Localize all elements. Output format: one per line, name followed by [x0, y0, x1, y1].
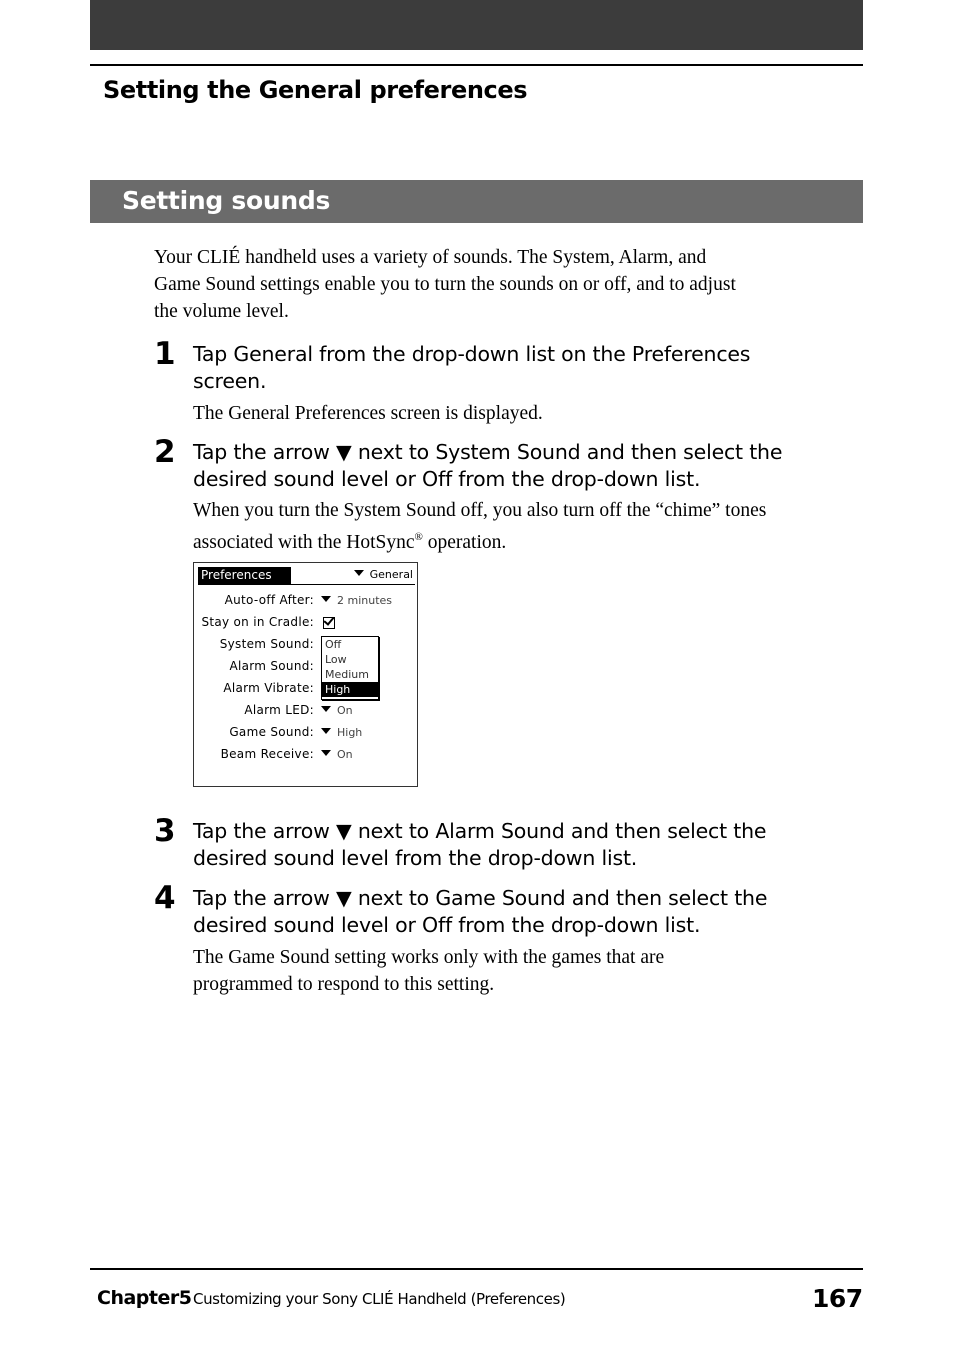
- step-line: screen.: [193, 369, 267, 393]
- picker-value: On: [337, 704, 353, 717]
- game-sound-picker[interactable]: [321, 726, 362, 740]
- row-label: Game Sound:: [229, 725, 314, 739]
- dropdown-arrow-icon: [321, 706, 331, 712]
- step-line: Tap the arrow ▼ next to System Sound and then select the: [193, 440, 783, 464]
- page-number: 167: [812, 1284, 863, 1313]
- category-picker[interactable]: [354, 568, 413, 582]
- step-note: [193, 400, 858, 427]
- step-instruction: [193, 885, 858, 939]
- note-line: programmed to respond to this setting.: [193, 974, 495, 995]
- picker-value: 2 minutes: [337, 594, 393, 607]
- beam-receive-picker[interactable]: [321, 748, 353, 762]
- title-underline: [198, 584, 415, 585]
- section-heading: Setting the General preferences: [103, 76, 528, 104]
- step-line: Tap the arrow ▼ next to Alarm Sound and then select the: [193, 819, 767, 843]
- step-line: Tap the arrow ▼ next to Game Sound and then select the: [193, 886, 768, 910]
- step-number: 3: [154, 813, 176, 849]
- step-number: 2: [154, 434, 176, 470]
- step-note: [193, 944, 858, 998]
- step-line: desired sound level or Off from the drop-down list.: [193, 467, 701, 491]
- intro-line: the volume level.: [154, 301, 289, 322]
- topic-title: Setting sounds: [122, 186, 331, 215]
- preferences-tab[interactable]: Preferences: [198, 567, 291, 584]
- dropdown-arrow-icon: [354, 570, 364, 576]
- dropdown-option[interactable]: Low: [325, 653, 347, 666]
- dropdown-option[interactable]: Off: [325, 638, 342, 651]
- stay-on-cradle-checkbox[interactable]: [323, 617, 335, 629]
- dropdown-arrow-icon: [321, 596, 331, 602]
- note-line: When you turn the System Sound off, you also turn off the “chime” tones: [193, 500, 767, 521]
- row-label: Alarm Vibrate:: [223, 681, 314, 695]
- step-line: desired sound level or Off from the drop-down list.: [193, 913, 701, 937]
- auto-off-picker[interactable]: [321, 594, 392, 608]
- step-instruction: [193, 818, 858, 872]
- note-text: operation.: [422, 532, 507, 553]
- step-instruction: [193, 341, 858, 395]
- row-label: Alarm LED:: [244, 703, 314, 717]
- row-label: Stay on in Cradle:: [201, 615, 314, 629]
- note-line: The Game Sound setting works only with the games that are: [193, 947, 665, 968]
- header-bar: [90, 0, 863, 50]
- dropdown-arrow-icon: [321, 750, 331, 756]
- step-number: 1: [154, 336, 176, 372]
- step-line: desired sound level from the drop-down list.: [193, 846, 638, 870]
- row-label: Auto-off After:: [224, 593, 314, 607]
- row-label: System Sound:: [219, 637, 314, 651]
- topic-band: [90, 180, 863, 223]
- system-sound-dropdown-list: [321, 636, 379, 700]
- intro-line: Game Sound settings enable you to turn the sounds on or off, and to adjust: [154, 274, 736, 295]
- step-number: 4: [154, 880, 176, 916]
- step-instruction: [193, 439, 858, 493]
- note-line: [193, 524, 858, 556]
- intro-line: Your CLIÉ handheld uses a variety of sounds. The System, Alarm, and: [154, 247, 707, 268]
- note-line: The General Preferences screen is displayed.: [193, 403, 543, 424]
- dropdown-arrow-icon: [321, 728, 331, 734]
- registered-mark: ®: [414, 531, 423, 543]
- intro-paragraph: [154, 244, 854, 325]
- preferences-screenshot: [193, 562, 418, 787]
- picker-value: On: [337, 748, 353, 761]
- row-label: Beam Receive:: [220, 747, 314, 761]
- note-text: associated with the HotSync: [193, 532, 415, 553]
- step-line: Tap General from the drop-down list on the Preferences: [193, 342, 751, 366]
- category-label: General: [369, 568, 413, 581]
- alarm-led-picker[interactable]: [321, 704, 353, 718]
- picker-value: High: [337, 726, 363, 739]
- dropdown-option[interactable]: Medium: [325, 668, 369, 681]
- footer-chapter: Chapter5: [97, 1287, 192, 1309]
- header-rule: [90, 64, 863, 66]
- footer-rule: [90, 1268, 863, 1270]
- step-note: [193, 497, 858, 556]
- dropdown-option-selected[interactable]: High: [322, 682, 378, 697]
- row-label: Alarm Sound:: [229, 659, 314, 673]
- footer-chapter-title: Customizing your Sony CLIÉ Handheld (Preferences): [193, 1290, 566, 1308]
